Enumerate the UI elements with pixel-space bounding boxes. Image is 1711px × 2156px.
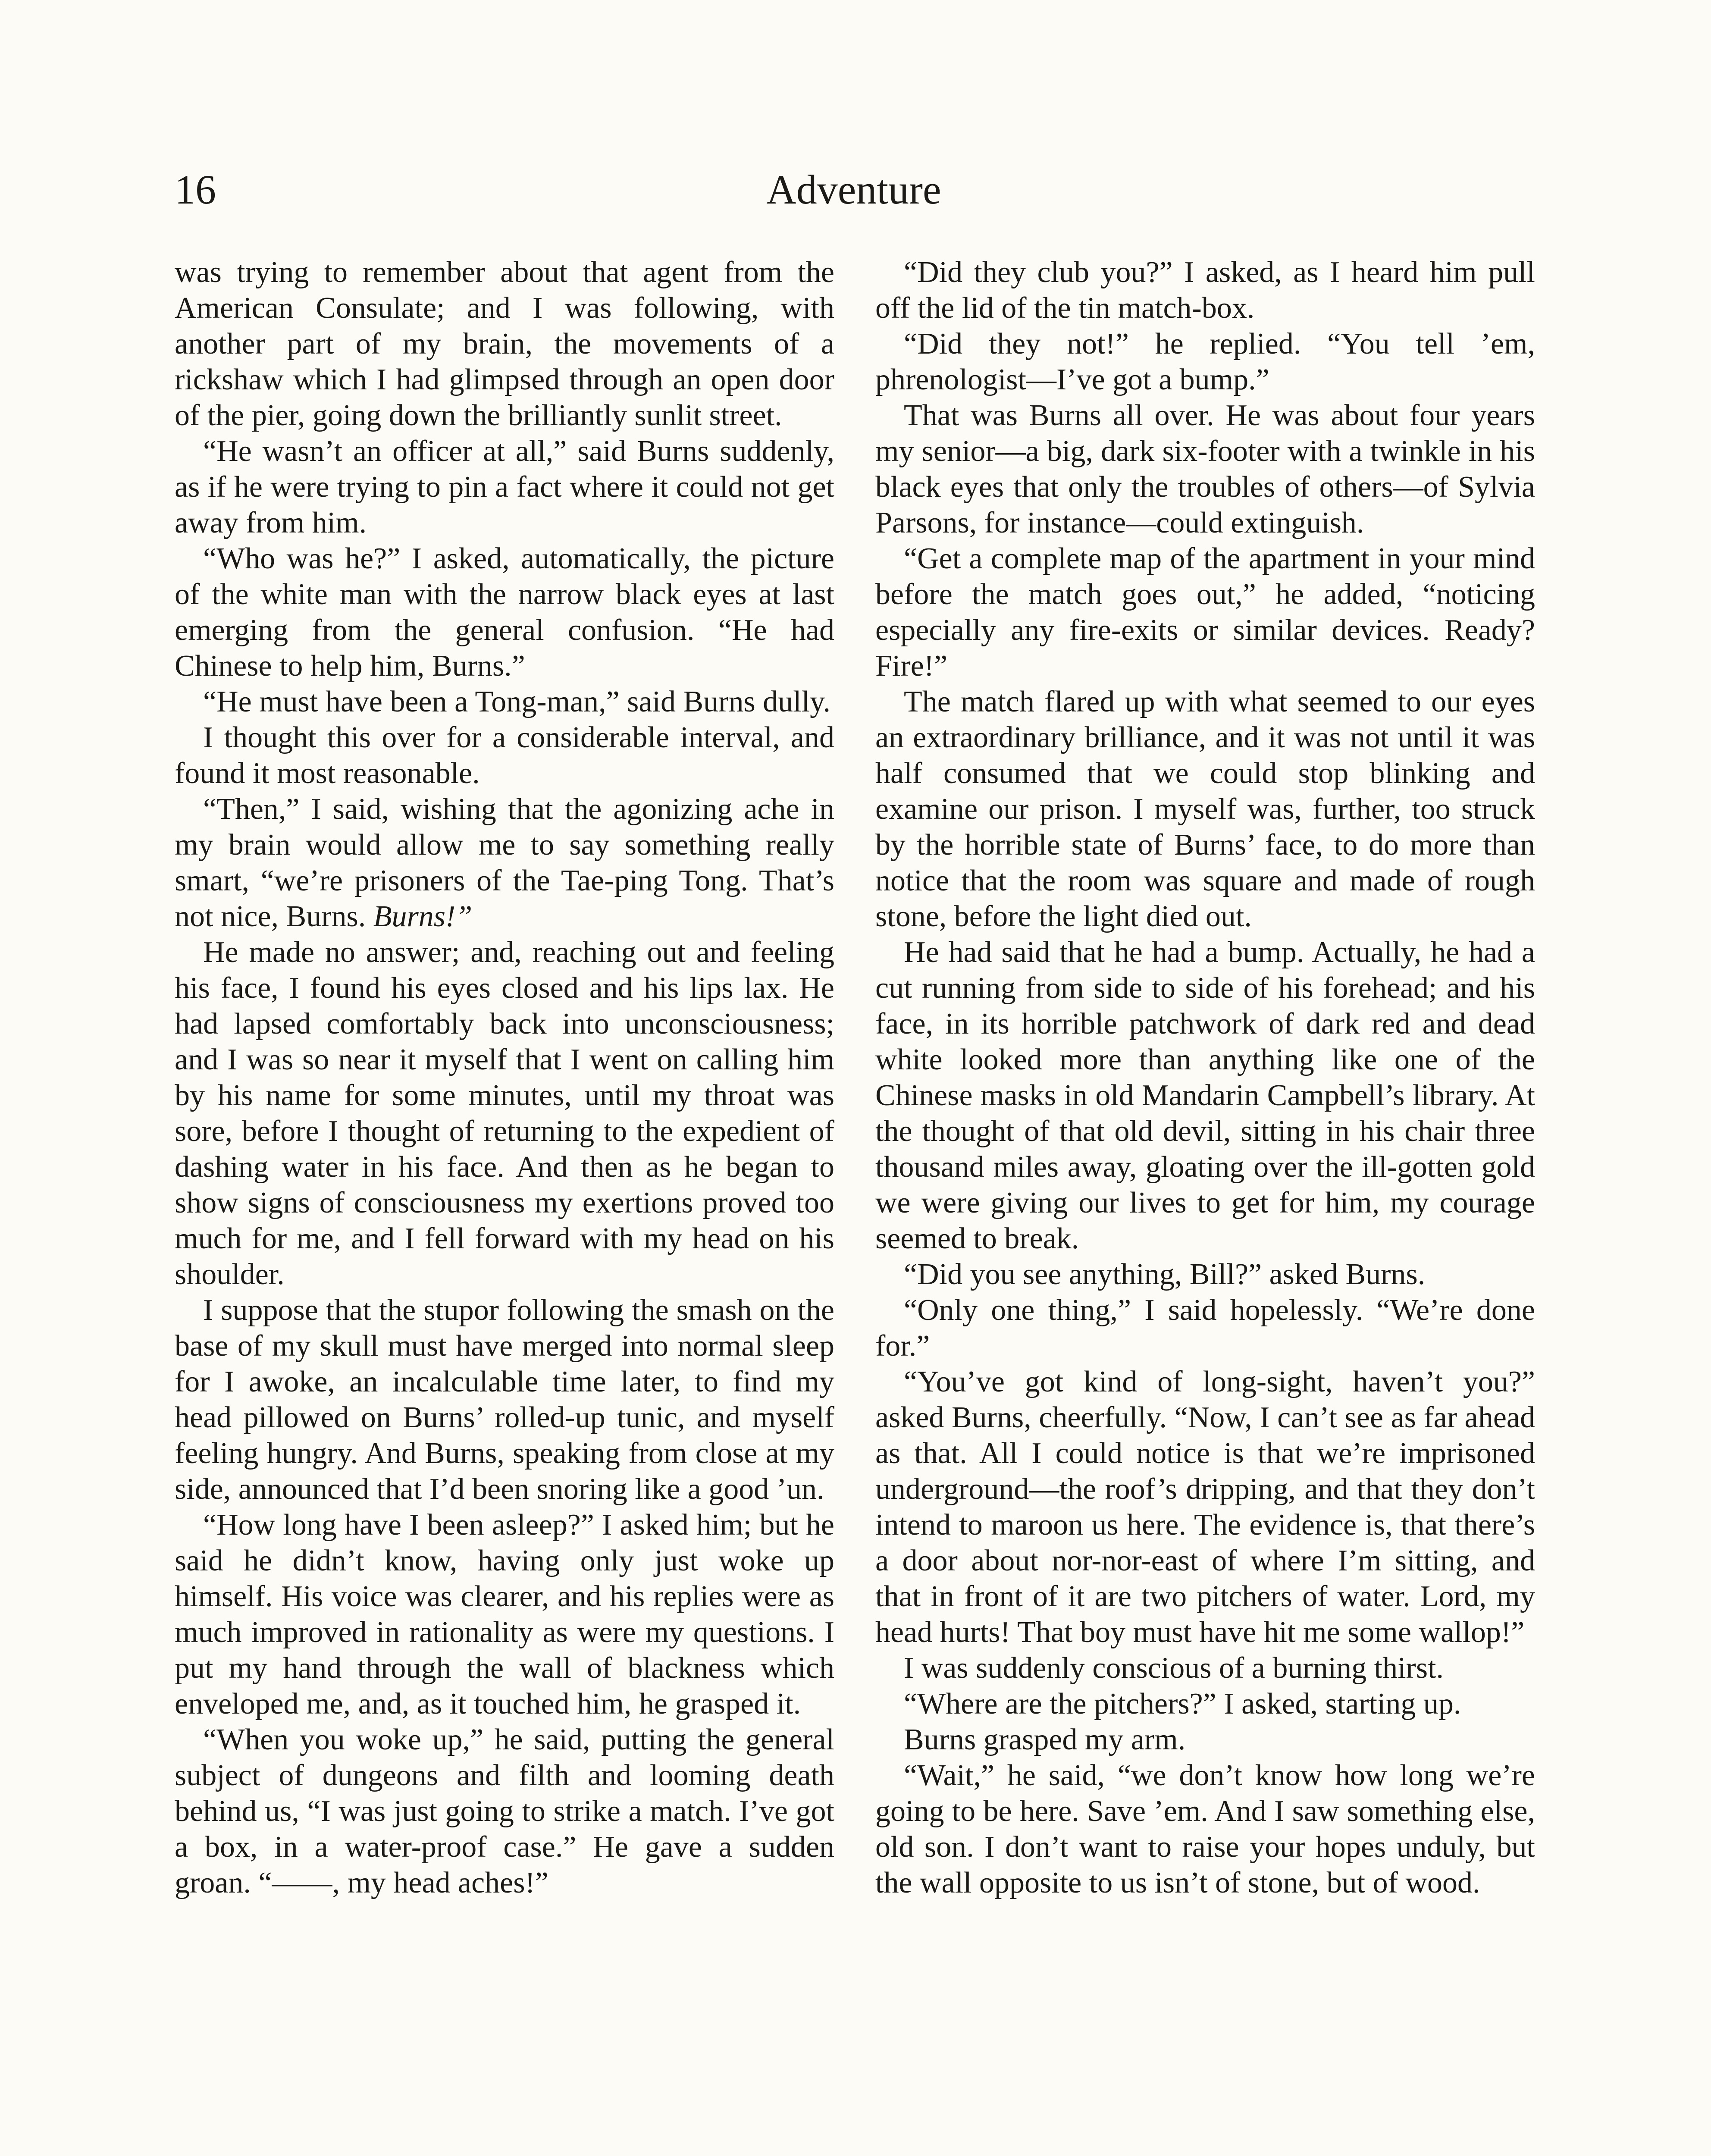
page-header [175,164,1533,220]
paragraph: “Wait,” he said, “we don’t know how long we’re going to be here. Save ’em. And I saw something else, old son. I don’t want to raise your hopes unduly, but the wall opposite to us isn’t of stone, but of wood. [875,1759,1535,1899]
paragraph: “When you woke up,” he said, putting the general subject of dungeons and filth and looming death behind us, “I was just going to strike a match. I’ve got a box, in a water-proof case.” He gave a sudden groan. “——, my head aches!” [175,1723,834,1899]
paragraph: “Where are the pitchers?” I asked, starting up. [904,1687,1461,1720]
paragraph: “He wasn’t an officer at all,” said Burns suddenly, as if he were trying to pin a fact where it could not get away from him. [175,435,834,539]
paragraph: The match flared up with what seemed to our eyes an extraordinary brilliance, and it was not until it was half consumed that we could stop blinking and examine our prison. I myself was, further, too struck by the horrible state of Burns’ face, to do more than notice that the room was square and made of rough stone, before the light died out. [875,685,1535,933]
paragraph-text: “Then,” I said, wishing that the agonizing ache in my brain would allow me to say something really smart, “we’re prisoners of the Tae-ping Tong. That’s not nice, Burns. [175,793,834,933]
paragraph: “Who was he?” I asked, automatically, the picture of the white man with the narrow black eyes at last emerging from the general confusion. “He had Chinese to help him, Burns.” [175,542,834,683]
paragraph: “Only one thing,” I said hopelessly. “We’re done for.” [875,1294,1535,1363]
paragraph: “Did they not!” he replied. “You tell ’em, phrenologist—I’ve got a bump.” [875,327,1535,396]
paragraph: was trying to remember about that agent from the American Consulate; and I was following, with another part of my brain, the movements of a rickshaw which I had glimpsed through an open door of the pier, going down the brilliantly sunlit street. [175,256,834,432]
paragraph: “You’ve got kind of long-sight, haven’t you?” asked Burns, cheerfully. “Now, I can’t see as far ahead as that. All I could notice is that we’re imprisoned underground—the roof’s dripping, and that they don’t intend to maroon us here. The evidence is, that there’s a door about nor-nor-east of where I’m sitting, and that in front of it are two pitchers of water. Lord, my head hurts! That boy must have hit me some wallop!” [875,1365,1535,1649]
paragraph: That was Burns all over. He was about four years my senior—a big, dark six-footer with a twinkle in his black eyes that only the troubles of others—of Sylvia Parsons, for instance—could extinguish. [875,399,1535,539]
paragraph: I suppose that the stupor following the smash on the base of my skull must have merged into normal sleep for I awoke, an incalculable time later, to find my head pillowed on Burns’ rolled-up tunic, and myself feeling hungry. And Burns, speaking from close at my side, announced that I’d been snoring like a good ’un. [175,1294,834,1506]
right-text-column [875,254,1535,1901]
paragraph: He made no answer; and, reaching out and feeling his face, I found his eyes closed and his lips lax. He had lapsed comfortably back into unconsciousness; and I was so near it myself that I went on calling him by his name for some minutes, until my throat was sore, before I thought of returning to the expedient of dashing water in his face. And then as he began to show signs of consciousness my exertions proved too much for me, and I fell forward with my head on his shoulder. [175,936,834,1291]
paragraph: I thought this over for a considerable interval, and found it most reasonable. [175,721,834,790]
paragraph: “Get a complete map of the apartment in your mind before the match goes out,” he added, “noticing especially any fire-exits or similar devices. Ready? Fire!” [875,542,1535,683]
paragraph: “Did you see anything, Bill?” asked Burns. [904,1258,1426,1291]
paragraph [175,791,834,934]
running-head: Adventure [766,166,941,213]
paragraph: He had said that he had a bump. Actually, he had a cut running from side to side of his forehead; and his face, in its horrible patchwork of dark red and dead white looked more than anything like one of the Chinese masks in old Mandarin Campbell’s library. At the thought of that old devil, sitting in his chair three thousand miles away, gloating over the ill-gotten gold we were giving our lives to get for him, my courage seemed to break. [875,936,1535,1255]
italic-emphasis: Burns!” [373,900,473,933]
paragraph: “How long have I been asleep?” I asked him; but he said he didn’t know, having only just woke up himself. His voice was clearer, and his replies were as much improved in rationality as were my questions. I put my hand through the wall of blackness which enveloped me, and, as it touched him, he grasped it. [175,1508,834,1720]
paragraph: “He must have been a Tong-man,” said Burns dully. [203,685,831,718]
paragraph: “Did they club you?” I asked, as I heard him pull off the lid of the tin match-box. [875,256,1535,325]
paragraph: I was suddenly conscious of a burning thirst. [904,1651,1444,1685]
page-number: 16 [175,166,216,213]
paragraph: Burns grasped my arm. [904,1723,1186,1756]
left-text-column [175,254,834,1901]
